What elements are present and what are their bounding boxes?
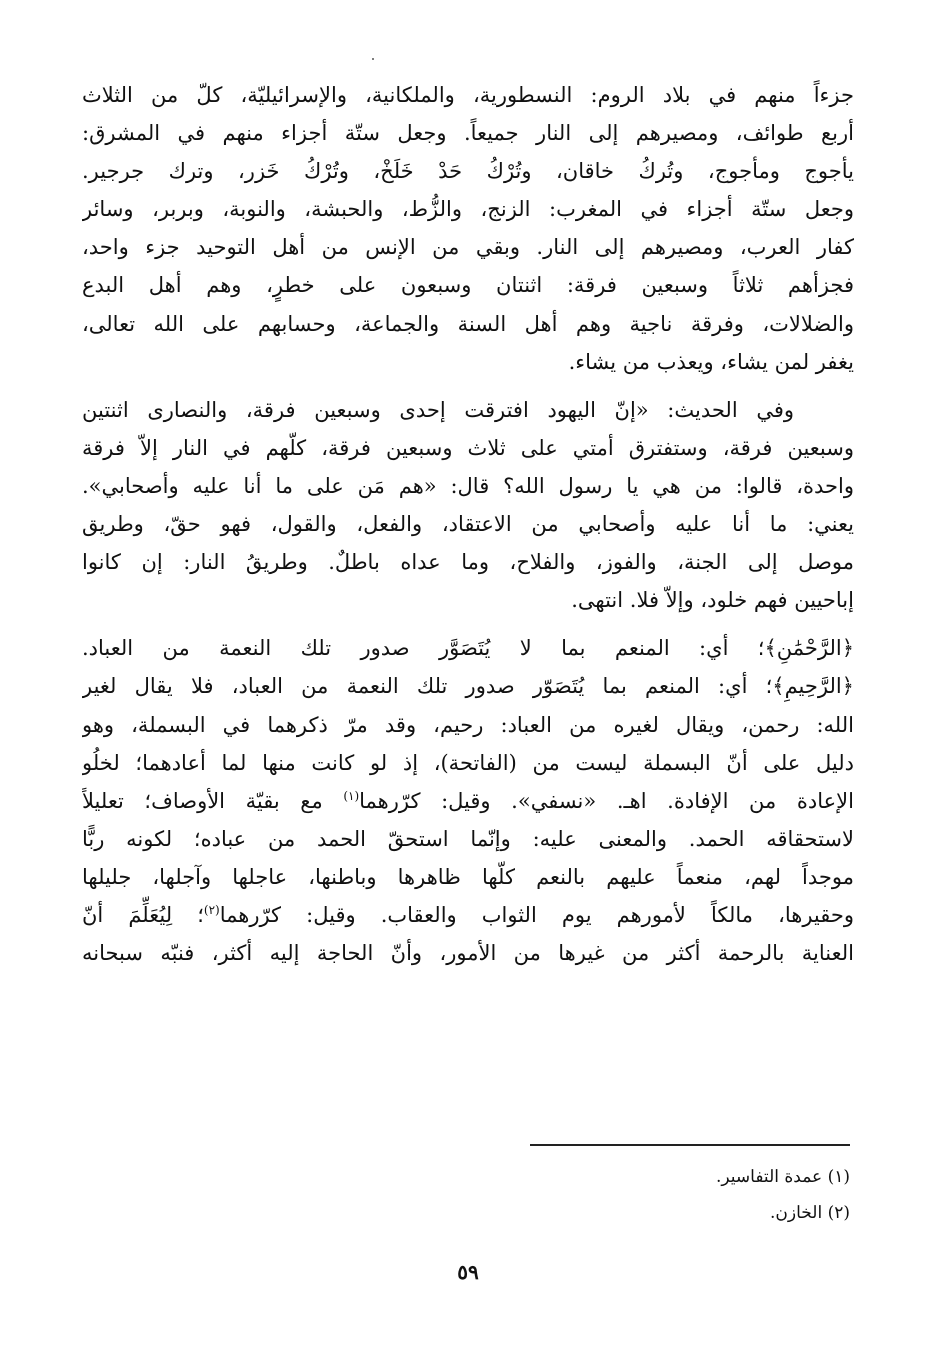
paragraph-gap <box>82 381 854 391</box>
footnote-divider <box>530 1144 850 1146</box>
text-line: أربع طوائف، ومصيرهم إلى النار جميعاً. وجعل ستّة أجزاء منهم في المشرق: <box>82 121 854 146</box>
footnote-ref-2: (٢) <box>203 902 220 917</box>
footnote-2: (٢) الخازن. <box>770 1203 850 1223</box>
text-line: جزءاً منهم في بلاد الروم: النسطورية، والملكانية، والإسرائيليّة، كلّ من الثلاث <box>82 83 854 107</box>
text-line: فجزأهم ثلاثاً وسبعين فرقة: اثنتان وسبعون على خطرٍ، وهم أهل البدع <box>82 273 854 298</box>
text-line: لاستحقاقه الحمد. والمعنى عليه: وإنّما استحقّ الحمد من عباده؛ لكونه ربًّا <box>82 826 854 851</box>
text-line: يعني: ما أنا عليه وأصحابي من الاعتقاد، والفعل، والقول، فهو حقّ، وطريق <box>82 512 854 537</box>
text-line: الله: رحمن، ويقال لغيره من العباد: رحيم، وقد مرّ ذكرهما في البسملة، وهو <box>82 712 854 737</box>
text-line: يأجوج ومأجوج، وتُركُ خاقان، وتُرْكُ حَدْ خَلَخْ، وتُرْكُ خَزر، وترك جرجير. <box>82 159 854 184</box>
page-number: ٥٩ <box>457 1260 479 1284</box>
text-line: العناية بالرحمة أكثر من غيرها من الأمور، وأنّ الحاجة إليه أكثر، فنبّه سبحانه <box>82 941 854 966</box>
text-line <box>82 782 854 820</box>
paragraph-gap <box>82 619 854 629</box>
text-segment: ؛ لِيُعَلِّمَ أنّ <box>82 902 204 927</box>
text-line: ﴿الرَّحِيمِ﴾؛ أي: المنعم بما يُتَصَوّر صدور تلك النعمة من العباد، فلا يقال لغير <box>82 674 854 699</box>
text-line: وفي الحديث: «إنّ اليهود افترقت إحدى وسبعين فرقة، والنصارى اثنتين <box>82 397 794 422</box>
text-line: كفار العرب، ومصيرهم إلى النار. وبقي من الإنس من أهل التوحيد جزء واحد، <box>82 235 854 260</box>
footnotes <box>350 1159 850 1231</box>
text-segment: الإعادة من الإفادة. اهـ. «نسفي». وقيل: كرّرهما <box>359 788 854 813</box>
text-segment: وحقيرها، مالكاً لأمورهم يوم الثواب والعقاب. وقيل: كرّرهما <box>219 902 854 927</box>
footnote-ref-1: (١) <box>343 788 360 803</box>
text-line: يغفر لمن يشاء، ويعذب من يشاء. <box>568 349 854 374</box>
text-line: والضلالات، وفرقة ناجية وهم أهل السنة والجماعة، وحسابهم على الله تعالى، <box>82 311 854 336</box>
text-line: موجداً لهم، منعماً عليهم بالنعم كلّها ظاهرها وباطنها، عاجلها وآجلها، جليلها <box>82 864 854 889</box>
text-segment: مع بقيّة الأوصاف؛ تعليلاً <box>82 788 344 813</box>
footnote-1: (١) عمدة التفاسير. <box>716 1167 850 1187</box>
text-line: إباحيين فهم خلود، وإلاّ فلا. انتهى. <box>571 588 854 613</box>
paragraph-1 <box>82 76 854 381</box>
text-line: وجعل ستّة أجزاء في المغرب: الزنج، والزُّط، والحبشة، والنوبة، وبربر، وسائر <box>82 197 854 222</box>
paragraph-3 <box>82 629 854 972</box>
text-line: وسبعين فرقة، وستفترق أمتي على ثلاث وسبعين فرقة، كلّهم في النار إلاّ فرقة <box>82 435 854 460</box>
text-line: ﴿الرَّحْمَٰنِ﴾؛ أي: المنعم بما لا يُتَصَوَّر صدور تلك النعمة من العباد. <box>82 636 854 661</box>
print-speck <box>372 58 374 60</box>
text-line: دليل على أنّ البسملة ليست من (الفاتحة)، إذ لو كانت منها لما أعادهما؛ لخلُو <box>82 750 854 775</box>
text-line: موصل إلى الجنة، والفوز، والفلاح، وما عداه باطلٌ. وطريقُ النار: إن كانوا <box>82 550 854 575</box>
text-line: واحدة، قالوا: من هي يا رسول الله؟ قال: «هم مَن على ما أنا عليه وأصحابي». <box>82 473 854 498</box>
paragraph-2 <box>82 391 854 620</box>
main-text <box>82 76 854 972</box>
text-line <box>82 896 854 934</box>
